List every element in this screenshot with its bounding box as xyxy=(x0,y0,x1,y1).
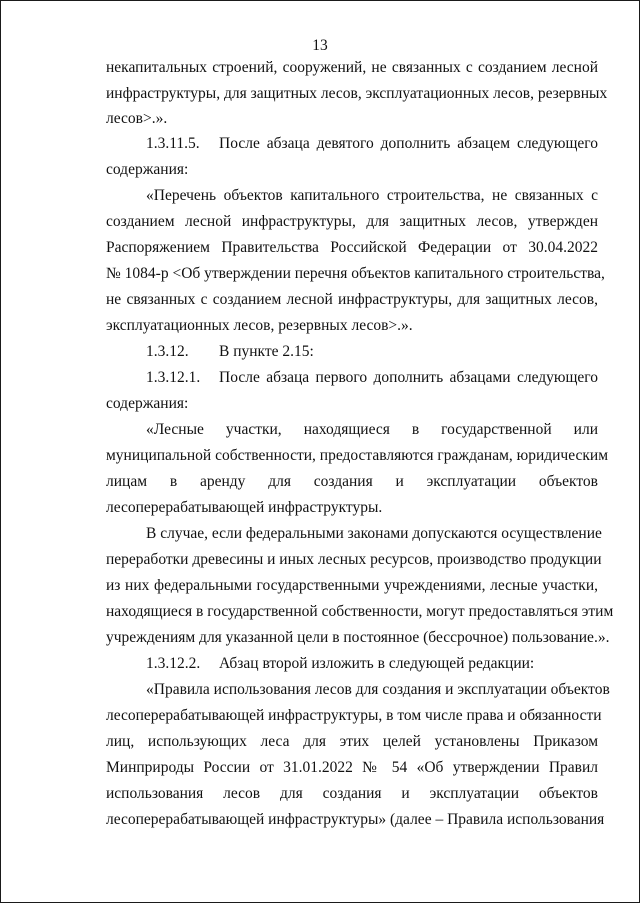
text-line: использования лесов для создания и эксплуатации объектов xyxy=(106,785,598,802)
clause-text: После абзаца девятого дополнить абзацем следующего xyxy=(219,135,598,152)
text-line: из них федеральными государственными учреждениями, лесные участки, xyxy=(106,577,598,594)
text-line: некапитальных строений, сооружений, не связанных с созданием лесной xyxy=(106,59,598,76)
numbered-paragraph xyxy=(146,368,598,388)
text-line: «Лесные участки, находящиеся в государственной или xyxy=(146,421,598,438)
text-line: учреждениям для указанной цели в постоянное (бессрочное) пользование.». xyxy=(106,629,610,646)
numbered-paragraph xyxy=(146,654,598,674)
text-line: не связанных с созданием лесной инфраструктуры, для защитных лесов, xyxy=(106,291,598,308)
clause-text: Абзац второй изложить в следующей редакции: xyxy=(219,655,535,672)
page-number: 13 xyxy=(312,37,328,54)
clause-number: 1.3.12.2. xyxy=(146,655,201,672)
clause-number: 1.3.11.5. xyxy=(146,135,200,152)
text-line: Распоряжением Правительства Российской Федерации от 30.04.2022 xyxy=(106,239,598,256)
text-line: В случае, если федеральными законами допускаются осуществление xyxy=(146,525,602,542)
numbered-paragraph xyxy=(146,342,598,362)
text-line: лиц, использующих леса для этих целей установлены Приказом xyxy=(106,733,598,750)
text-line: переработки древесины и иных лесных ресурсов, производство продукции xyxy=(106,551,602,568)
text-line: «Правила использования лесов для создания и эксплуатации объектов xyxy=(146,681,610,698)
text-line: муниципальной собственности, предоставляются гражданам, юридическим xyxy=(106,447,609,464)
text-line: созданием лесной инфраструктуры, для защитных лесов, утвержден xyxy=(106,213,598,230)
clause-number: 1.3.12.1. xyxy=(146,369,201,386)
text-line: эксплуатационных лесов, резервных лесов>.». xyxy=(106,317,413,334)
clause-text: После абзаца первого дополнить абзацами следующего xyxy=(219,369,598,386)
text-line: содержания: xyxy=(106,395,189,412)
text-line: инфраструктуры, для защитных лесов, эксплуатационных лесов, резервных xyxy=(106,85,608,102)
text-line: Минприроды России от 31.01.2022 № 54 «Об утверждении Правил xyxy=(106,759,598,776)
text-line: лесов>.». xyxy=(106,110,168,127)
text-line: находящиеся в государственной собственности, могут предоставляться этим xyxy=(106,603,614,620)
text-line: № 1084-р <Об утверждении перечня объектов капитального строительства, xyxy=(106,265,605,282)
numbered-paragraph xyxy=(146,134,598,154)
text-line: лесоперерабатывающей инфраструктуры. xyxy=(106,499,383,516)
text-line: лицам в аренду для создания и эксплуатации объектов xyxy=(106,473,598,490)
text-line: лесоперерабатывающей инфраструктуры» (далее – Правила использования xyxy=(106,811,605,828)
text-line: лесоперерабатывающей инфраструктуры, в том числе права и обязанности xyxy=(106,707,602,724)
text-line: «Перечень объектов капитального строительства, не связанных с xyxy=(146,187,598,204)
text-line: содержания: xyxy=(106,161,189,178)
clause-number: 1.3.12. xyxy=(146,343,189,360)
clause-text: В пункте 2.15: xyxy=(219,343,314,360)
